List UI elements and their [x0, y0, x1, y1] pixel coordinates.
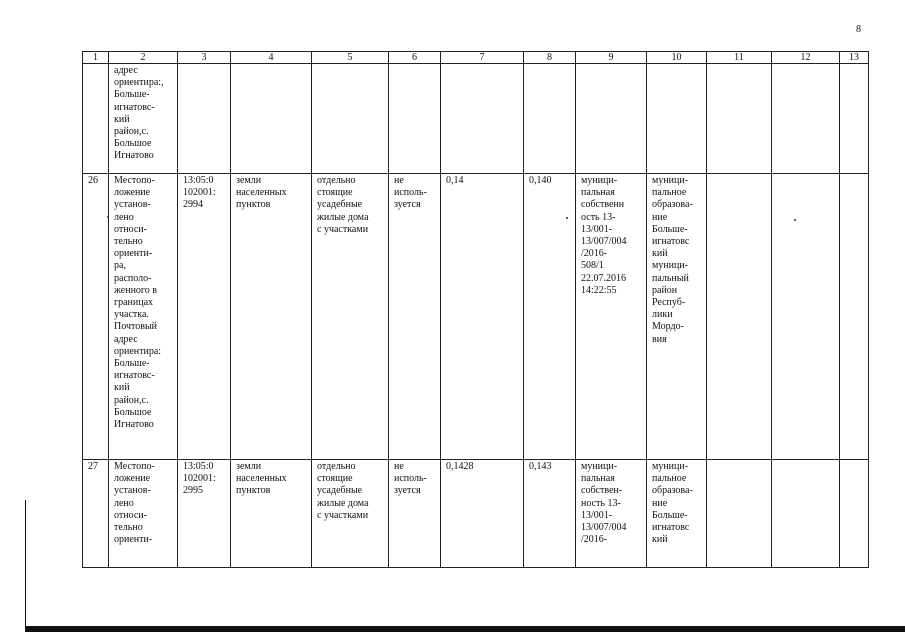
column-header: 10: [647, 52, 707, 64]
area-cell: [441, 64, 524, 174]
table-row: [83, 174, 869, 460]
column-header: 5: [312, 52, 389, 64]
column-header: 1: [83, 52, 109, 64]
column-13-cell: [840, 174, 869, 460]
column-header: 12: [772, 52, 840, 64]
column-header: 6: [389, 52, 441, 64]
row-number: 26: [83, 174, 109, 460]
column-11-cell: [707, 460, 772, 568]
usage-status-cell: не исполь- зуется: [389, 460, 441, 568]
column-11-cell: [707, 64, 772, 174]
column-header: 3: [178, 52, 231, 64]
owner-cell: муници- пальное образова- ние Больше- игнатовс кий муници- пальный район Респуб- лики Мордо- вия: [647, 174, 707, 460]
land-registry-table: [82, 51, 869, 568]
column-12-cell: [772, 460, 840, 568]
land-category-cell: земли населенных пунктов: [231, 460, 312, 568]
column-header: 8: [524, 52, 576, 64]
row-number: [83, 64, 109, 174]
area-rounded-cell: 0,143: [524, 460, 576, 568]
column-header: 9: [576, 52, 647, 64]
area-rounded-cell: 0,140: [524, 174, 576, 460]
location-cell: Местопо- ложение установ- лено относи- тельно ориенти- ра, располо- женного в границах участка. Почтовый адрес ориентира: Больше- игнатовс- кий район,с. Большое Игнатово: [109, 174, 178, 460]
page-number: 8: [856, 24, 861, 35]
permitted-use-cell: [312, 64, 389, 174]
location-cell: адрес ориентира:, Больше- игнатовс- кий район,с. Большое Игнатово: [109, 64, 178, 174]
cadastral-number-cell: 13:05:0 102001: 2995: [178, 460, 231, 568]
location-cell: Местопо- ложение установ- лено относи- тельно ориенти-: [109, 460, 178, 568]
owner-cell: [647, 64, 707, 174]
column-number-row: [83, 52, 869, 64]
scan-speck: [794, 219, 796, 221]
cadastral-number-cell: [178, 64, 231, 174]
ownership-cell: [576, 64, 647, 174]
area-cell: 0,14: [441, 174, 524, 460]
scan-edge-bottom: [25, 626, 905, 632]
table-row: [83, 64, 869, 174]
column-12-cell: [772, 64, 840, 174]
column-header: 7: [441, 52, 524, 64]
land-category-cell: земли населенных пунктов: [231, 174, 312, 460]
row-number: 27: [83, 460, 109, 568]
cadastral-number-cell: 13:05:0 102001: 2994: [178, 174, 231, 460]
column-11-cell: [707, 174, 772, 460]
scan-edge-left: [25, 500, 26, 630]
column-header: 13: [840, 52, 869, 64]
column-header: 4: [231, 52, 312, 64]
ownership-cell: муници- пальная собственн ость 13- 13/001- 13/007/004 /2016- 508/1 22.07.2016 14:22:55: [576, 174, 647, 460]
column-header: 2: [109, 52, 178, 64]
permitted-use-cell: отдельно стоящие усадебные жилые дома с участками: [312, 460, 389, 568]
area-rounded-cell: [524, 64, 576, 174]
area-cell: 0,1428: [441, 460, 524, 568]
usage-status-cell: [389, 64, 441, 174]
column-header: 11: [707, 52, 772, 64]
ownership-cell: муници- пальная собствен- ность 13- 13/001- 13/007/004 /2016-: [576, 460, 647, 568]
permitted-use-cell: отдельно стоящие усадебные жилые дома с участками: [312, 174, 389, 460]
column-12-cell: [772, 174, 840, 460]
owner-cell: муници- пальное образова- ние Больше- игнатовс кий: [647, 460, 707, 568]
column-13-cell: [840, 64, 869, 174]
scan-speck: [107, 216, 109, 218]
usage-status-cell: не исполь- зуется: [389, 174, 441, 460]
table-row: [83, 460, 869, 568]
column-13-cell: [840, 460, 869, 568]
scan-speck: [566, 217, 568, 219]
land-category-cell: [231, 64, 312, 174]
